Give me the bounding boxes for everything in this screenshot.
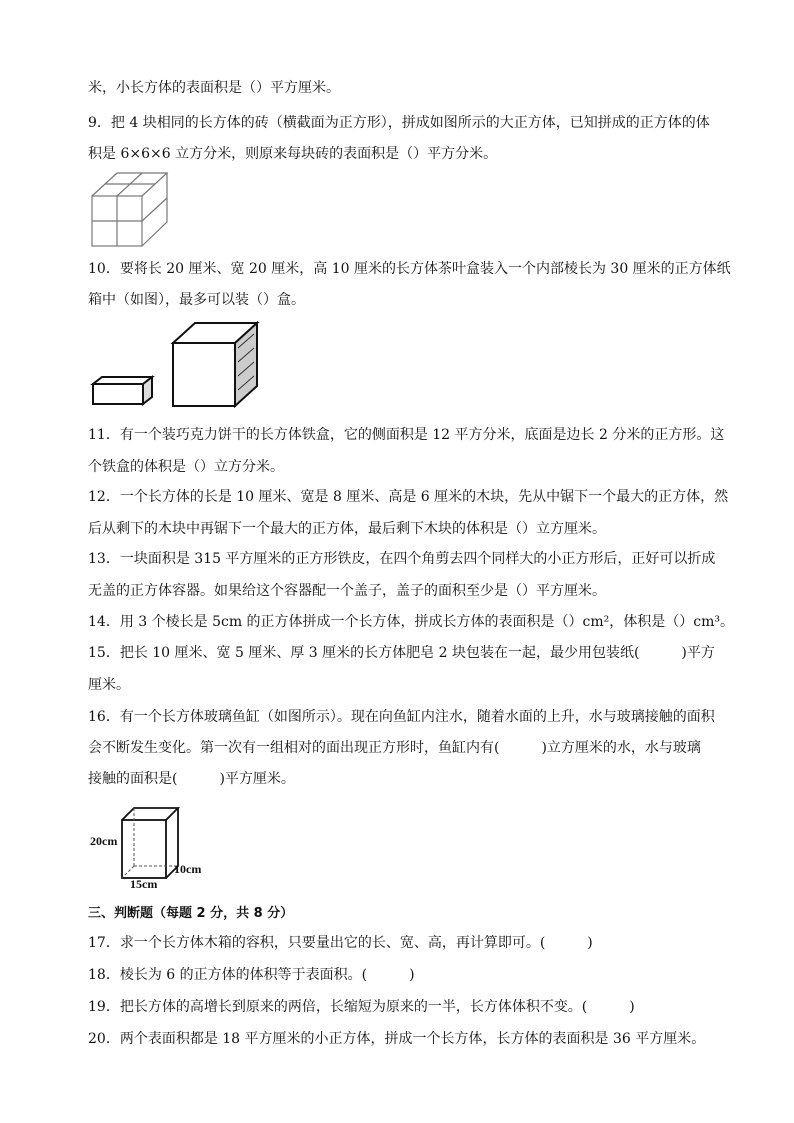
brick-cube-figure	[90, 170, 170, 250]
question-15: 15．把长 10 厘米、宽 5 厘米、厚 3 厘米的长方体肥皂 2 块包装在一起，最少用包装纸( )平方	[88, 645, 715, 661]
tank-depth-label: 10cm	[174, 862, 202, 876]
text-line: 后从剩下的木块中再锯下一个最大的正方体，最后剩下木块的体积是（）立方厘米。	[88, 521, 606, 537]
question-11: 11．有一个装巧克力饼干的长方体铁盒，它的侧面积是 12 平方分米，底面是边长 2 分米的正方形。这	[88, 427, 725, 443]
fish-tank-figure	[88, 805, 218, 890]
section-heading: 三、判断题（每题 2 分，共 8 分）	[88, 906, 294, 921]
text-line: 米，小长方体的表面积是（）平方厘米。	[88, 80, 340, 96]
question-12: 12．一个长方体的长是 10 厘米、宽是 8 厘米、高是 6 厘米的木块，先从中锯下一个最大的正方体，然	[88, 489, 729, 505]
text-line: 接触的面积是( )平方厘米。	[88, 771, 295, 787]
text-line: 会不断发生变化。第一次有一组相对的面出现正方形时，鱼缸内有( )立方厘米的水，水与玻璃	[88, 740, 701, 756]
question-18: 18．棱长为 6 的正方体的体积等于表面积。( )	[88, 967, 415, 983]
text-line: 厘米。	[88, 677, 130, 693]
question-19: 19．把长方体的高增长到原来的两倍，长缩短为原来的一半，长方体体积不变。( )	[88, 999, 635, 1015]
text-line: 无盖的正方体容器。如果给这个容器配一个盖子，盖子的面积至少是（）平方厘米。	[88, 583, 606, 599]
question-14: 14．用 3 个棱长是 5cm 的正方体拼成一个长方体，拼成长方体的表面积是（）cm²，体积是（）cm³。	[88, 614, 735, 630]
text-line: 个铁盒的体积是（）立方分米。	[88, 459, 284, 475]
question-9: 9．把 4 块相同的长方体的砖（横截面为正方形），拼成如图所示的大正方体，已知拼成的正方体的体	[88, 115, 710, 131]
text-line: 箱中（如图），最多可以装（）盒。	[88, 292, 305, 308]
question-17: 17．求一个长方体木箱的容积，只要量出它的长、宽、高，再计算即可。( )	[88, 935, 593, 951]
tea-box-carton-figure	[88, 318, 268, 413]
text-line: 积是 6×6×6 立方分米，则原来每块砖的表面积是（）平方分米。	[88, 146, 498, 162]
tank-height-label: 20cm	[90, 834, 118, 848]
question-10: 10．要将长 20 厘米、宽 20 厘米，高 10 厘米的长方体茶叶盒装入一个内部棱长为 30 厘米的正方体纸	[88, 261, 731, 277]
tank-length-label: 15cm	[130, 877, 158, 890]
question-13: 13．一块面积是 315 平方厘米的正方形铁皮，在四个角剪去四个同样大的小正方形后，正好可以折成	[88, 551, 716, 567]
question-16: 16．有一个长方体玻璃鱼缸（如图所示）。现在向鱼缸内注水，随着水面的上升，水与玻璃接触的面积	[88, 709, 715, 725]
question-20: 20．两个表面积都是 18 平方厘米的小正方体，拼成一个长方体，长方体的表面积是 36 平方厘米。	[88, 1031, 706, 1047]
